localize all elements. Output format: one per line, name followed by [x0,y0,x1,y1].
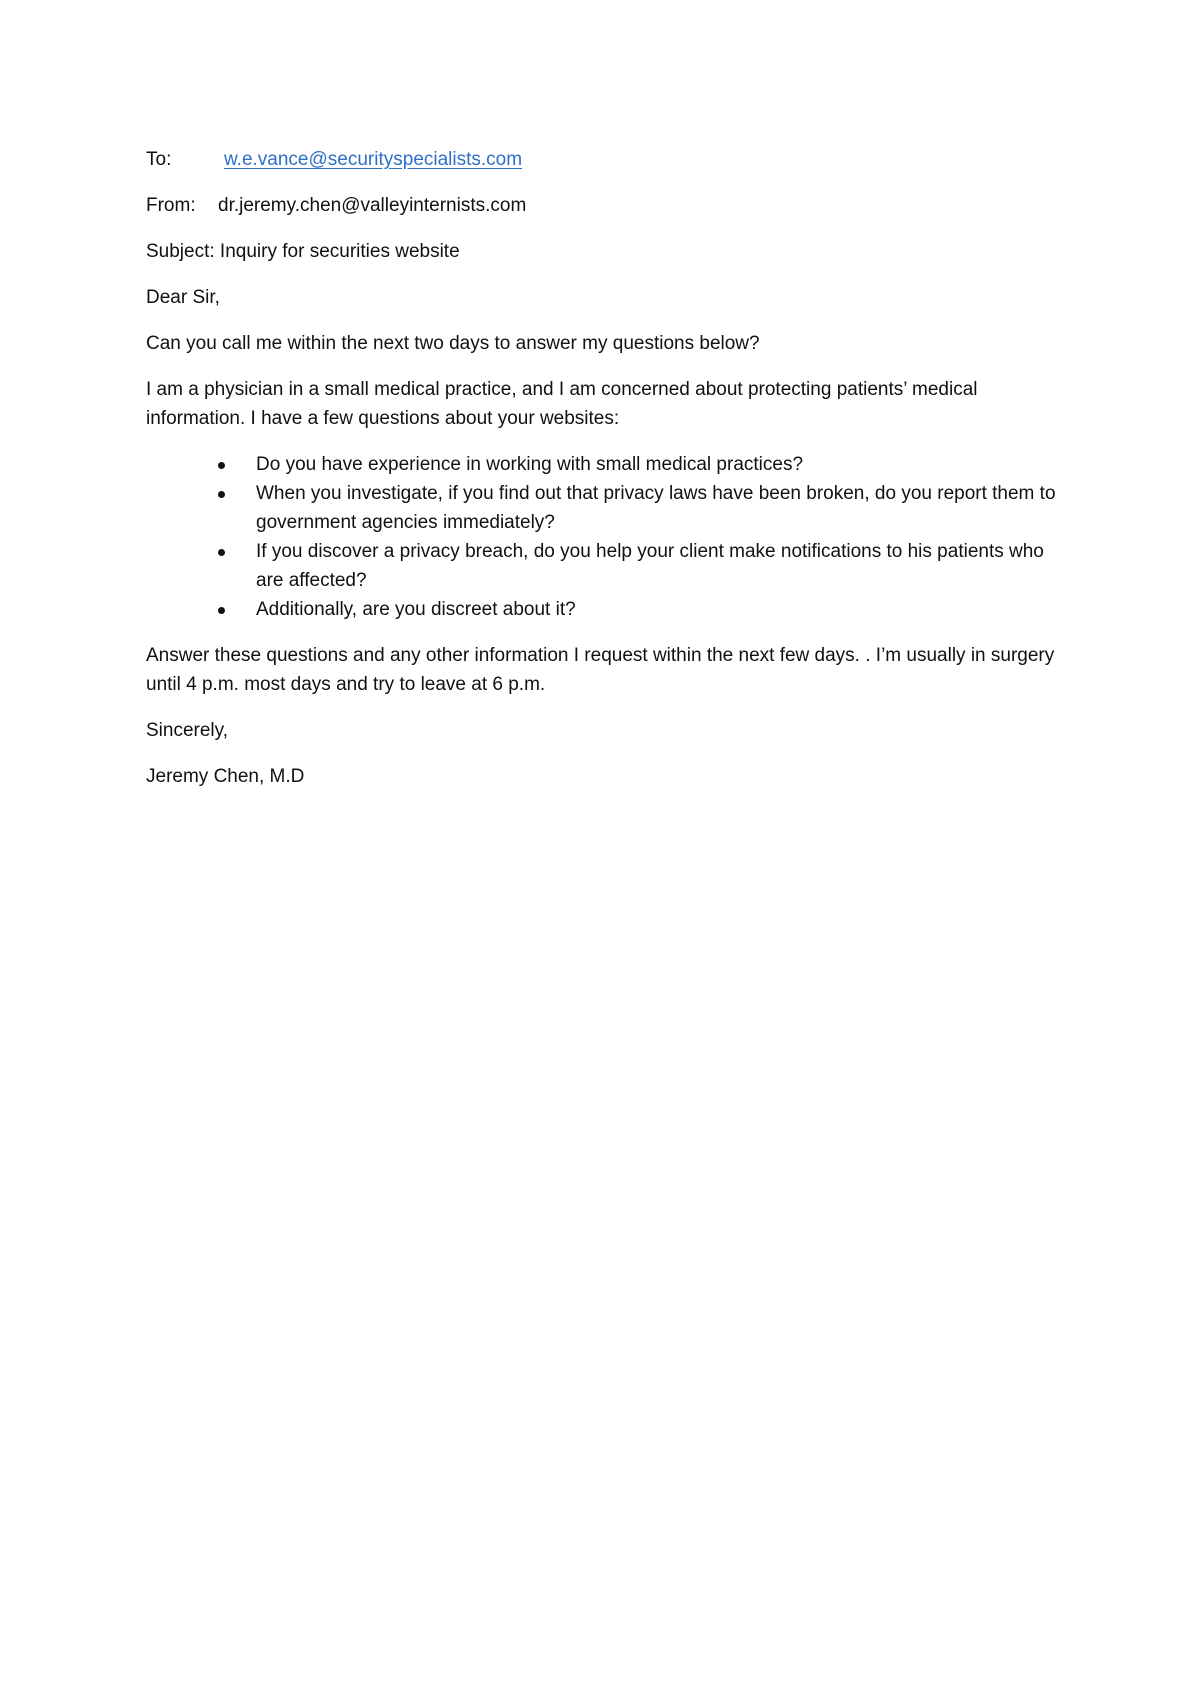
list-item-text: Additionally, are you discreet about it? [256,599,576,620]
from-label: From: [146,195,196,216]
list-item [146,595,1066,624]
to-label: To: [146,149,172,170]
list-item [146,450,1066,479]
sign-off: Sincerely, [146,720,229,741]
bullet-icon [218,491,225,498]
closing-paragraph: Answer these questions and any other information I request within the next few days. . I’m usually in surgery until 4 p.m. most days and try to leave at 6 p.m. [146,645,1055,695]
email-body [146,145,1066,808]
list-item [146,537,1066,595]
list-item-text: When you investigate, if you find out that privacy laws have been broken, do you report them to government agencies immediately? [256,483,1056,533]
bullet-icon [218,462,225,469]
bullet-icon [218,549,225,556]
list-item-text: Do you have experience in working with small medical practices? [256,454,804,475]
paragraph-request-call: Can you call me within the next two days to answer my questions below? [146,333,760,354]
to-address-link[interactable]: w.e.vance@securityspecialists.com [224,149,523,170]
bullet-icon [218,607,225,614]
subject-line: Subject: Inquiry for securities website [146,241,460,262]
paragraph-introduction: I am a physician in a small medical practice, and I am concerned about protecting patients’ medical information. I have a few questions about your websites: [146,379,978,429]
question-list [146,450,1066,624]
greeting: Dear Sir, [146,287,220,308]
from-line [146,191,1066,220]
list-item-text: If you discover a privacy breach, do you help your client make notifications to his patients who are affected? [256,541,1044,591]
signature: Jeremy Chen, M.D [146,766,305,787]
from-address: dr.jeremy.chen@valleyinternists.com [218,195,527,216]
list-item [146,479,1066,537]
to-line [146,145,1066,174]
